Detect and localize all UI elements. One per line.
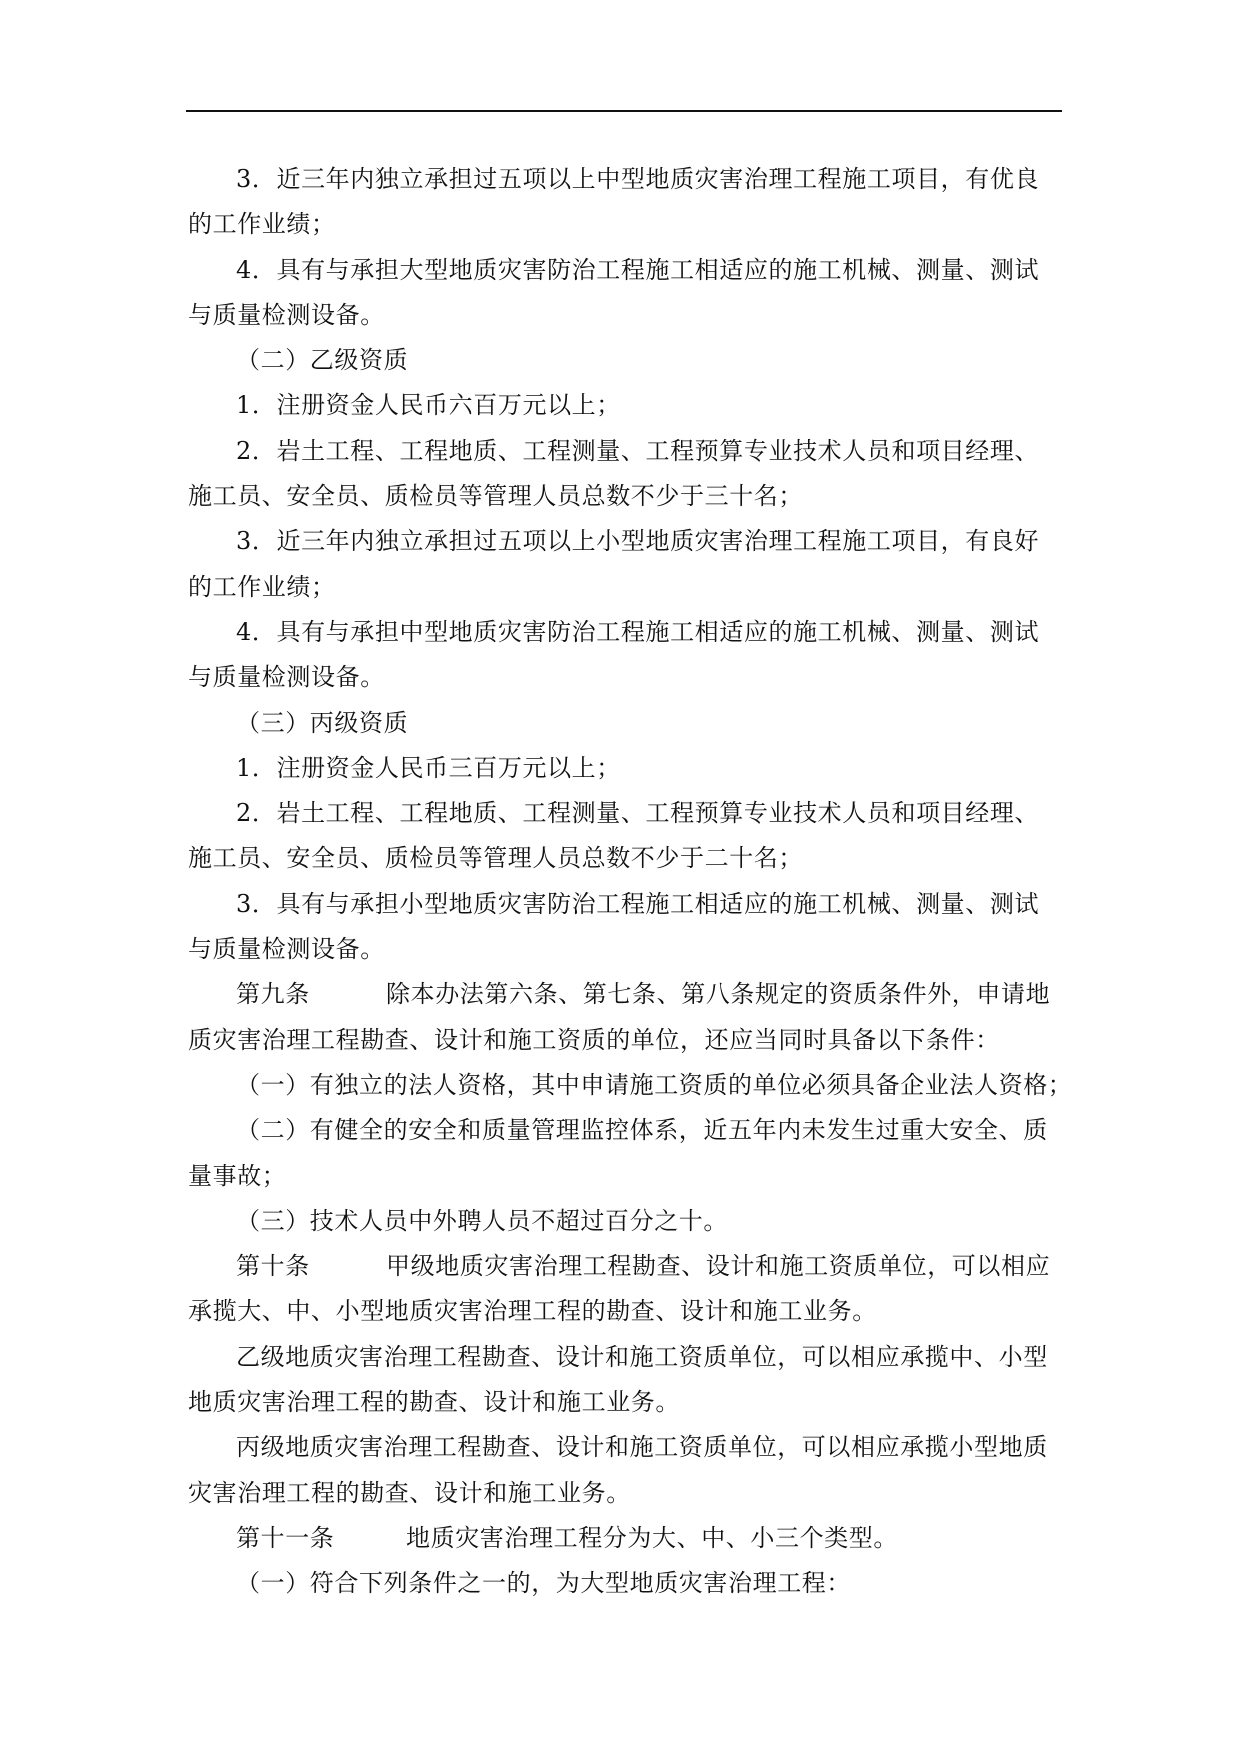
section-heading: （三）丙级资质 bbox=[236, 708, 409, 737]
paragraph-line: 与质量检测设备。 bbox=[188, 663, 385, 692]
paragraph-line: 3．近三年内独立承担过五项以上小型地质灾害治理工程施工项目，有良好 bbox=[236, 527, 1040, 556]
header-rule bbox=[186, 110, 1062, 112]
paragraph-line: 地质灾害治理工程的勘查、设计和施工业务。 bbox=[188, 1388, 680, 1417]
article-line bbox=[188, 1516, 1068, 1561]
article-number: 第九条 bbox=[236, 980, 310, 1009]
paragraph-line: 与质量检测设备。 bbox=[188, 300, 385, 329]
paragraph-line: 施工员、安全员、质检员等管理人员总数不少于三十名； bbox=[188, 482, 803, 511]
paragraph-line: （三）技术人员中外聘人员不超过百分之十。 bbox=[236, 1206, 728, 1235]
paragraph-line: 量事故； bbox=[188, 1161, 287, 1190]
article-text: 除本办法第六条、第七条、第八条规定的资质条件外，申请地 bbox=[386, 980, 1051, 1009]
article-number: 第十条 bbox=[236, 1252, 310, 1281]
paragraph-line: 3．具有与承担小型地质灾害防治工程施工相适应的施工机械、测量、测试 bbox=[236, 889, 1040, 918]
article-text: 地质灾害治理工程分为大、中、小三个类型。 bbox=[406, 1523, 898, 1552]
paragraph-line: （一）符合下列条件之一的，为大型地质灾害治理工程： bbox=[236, 1569, 851, 1598]
paragraph-line: 施工员、安全员、质检员等管理人员总数不少于二十名； bbox=[188, 844, 803, 873]
paragraph-line: 1．注册资金人民币六百万元以上； bbox=[236, 391, 621, 420]
paragraph-line: 灾害治理工程的勘查、设计和施工业务。 bbox=[188, 1478, 631, 1507]
paragraph-line: 的工作业绩； bbox=[188, 572, 336, 601]
paragraph-line: 丙级地质灾害治理工程勘查、设计和施工资质单位，可以相应承揽小型地质 bbox=[236, 1433, 1048, 1462]
paragraph-line: 2．岩土工程、工程地质、工程测量、工程预算专业技术人员和项目经理、 bbox=[236, 436, 1040, 465]
paragraph-line: 的工作业绩； bbox=[188, 210, 336, 239]
paragraph-line: 3．近三年内独立承担过五项以上中型地质灾害治理工程施工项目，有优良 bbox=[236, 165, 1040, 193]
paragraph-line: 与质量检测设备。 bbox=[188, 935, 385, 964]
paragraph-line: 乙级地质灾害治理工程勘查、设计和施工资质单位，可以相应承揽中、小型 bbox=[236, 1342, 1048, 1371]
paragraph-line: 1．注册资金人民币三百万元以上； bbox=[236, 753, 621, 782]
paragraph-line: 4．具有与承担中型地质灾害防治工程施工相适应的施工机械、测量、测试 bbox=[236, 617, 1040, 646]
paragraph-line: 2．岩土工程、工程地质、工程测量、工程预算专业技术人员和项目经理、 bbox=[236, 799, 1040, 828]
article-number: 第十一条 bbox=[236, 1523, 335, 1552]
paragraph-line: 4．具有与承担大型地质灾害防治工程施工相适应的施工机械、测量、测试 bbox=[236, 255, 1040, 284]
article-line bbox=[188, 1244, 1068, 1289]
article-text: 甲级地质灾害治理工程勘查、设计和施工资质单位，可以相应 bbox=[386, 1252, 1051, 1281]
paragraph-line: （二）有健全的安全和质量管理监控体系，近五年内未发生过重大安全、质 bbox=[236, 1116, 1048, 1145]
paragraph-line: （一）有独立的法人资格，其中申请施工资质的单位必须具备企业法人资格； bbox=[236, 1070, 1073, 1099]
document-body bbox=[188, 157, 1073, 1607]
paragraph-line: 质灾害治理工程勘查、设计和施工资质的单位，还应当同时具备以下条件： bbox=[188, 1025, 1000, 1054]
article-line bbox=[188, 972, 1068, 1017]
paragraph-line: 承揽大、中、小型地质灾害治理工程的勘查、设计和施工业务。 bbox=[188, 1297, 877, 1326]
section-heading: （二）乙级资质 bbox=[236, 346, 409, 375]
